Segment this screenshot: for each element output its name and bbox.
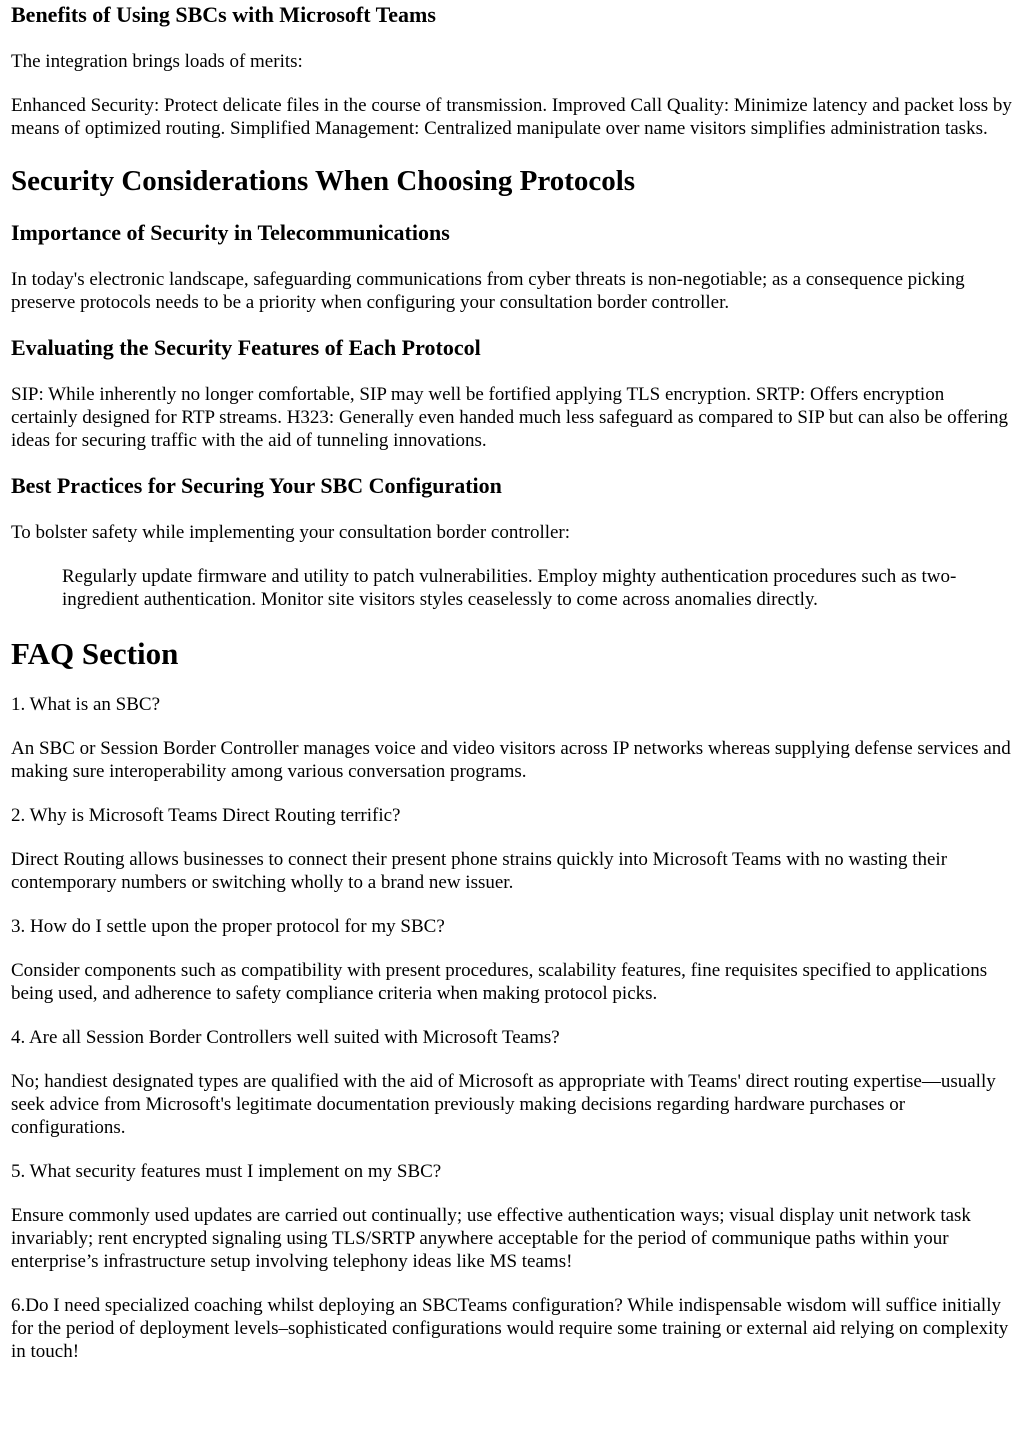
faq-question: 3. How do I settle upon the proper protocol for my SBC? [11, 916, 445, 937]
importance-body: In today's electronic landscape, safeguarding communications from cyber threats is non-negotiable; as a consequence picking preserve protocols needs to be a priority when configuring your consultation border controller. [11, 269, 965, 313]
evaluating-heading: Evaluating the Security Features of Each Protocol [11, 335, 481, 360]
faq-answer: An SBC or Session Border Controller manages voice and video visitors across IP networks whereas supplying defense services and making sure interoperability among various conversation programs. [11, 738, 1011, 782]
importance-heading: Importance of Security in Telecommunications [11, 220, 450, 245]
benefits-heading: Benefits of Using SBCs with Microsoft Teams [11, 2, 436, 27]
best-practices-intro: To bolster safety while implementing your consultation border controller: [11, 522, 571, 543]
faq-question: 2. Why is Microsoft Teams Direct Routing terrific? [11, 805, 401, 826]
security-heading: Security Considerations When Choosing Protocols [11, 165, 636, 197]
faq-last-item: 6.Do I need specialized coaching whilst deploying an SBCTeams configuration? While indispensable wisdom will suffice initially for the period of deployment levels–sophisticated configurations would require some training or external aid relying on complexity in touch! [11, 1295, 1009, 1362]
faq-answer: No; handiest designated types are qualified with the aid of Microsoft as appropriate with Teams' direct routing expertise—usually seek advice from Microsoft's legitimate documentation previously making decisions regarding hardware purchases or configurations. [11, 1071, 996, 1138]
best-practices-heading: Best Practices for Securing Your SBC Configuration [11, 473, 502, 498]
best-practices-quote: Regularly update firmware and utility to patch vulnerabilities. Employ mighty authentication procedures such as two-ingredient authentication. Monitor site visitors styles ceaselessly to come across anomalies directly. [62, 566, 957, 610]
faq-question: 1. What is an SBC? [11, 694, 161, 715]
faq-question: 5. What security features must I implement on my SBC? [11, 1161, 442, 1182]
faq-answer: Consider components such as compatibility with present procedures, scalability features, fine requisites specified to applications being used, and adherence to safety compliance criteria when making protocol picks. [11, 960, 988, 1004]
benefits-body: Enhanced Security: Protect delicate files in the course of transmission. Improved Call Quality: Minimize latency and packet loss by means of optimized routing. Simplified Management: Centralized manipulate over name visitors simplifies administration tasks. [11, 95, 1012, 139]
faq-question: 4. Are all Session Border Controllers well suited with Microsoft Teams? [11, 1027, 560, 1048]
faq-answer: Direct Routing allows businesses to connect their present phone strains quickly into Microsoft Teams with no wasting their contemporary numbers or switching wholly to a brand new issuer. [11, 849, 948, 893]
faq-heading: FAQ Section [11, 636, 179, 671]
faq-answer: Ensure commonly used updates are carried out continually; use effective authentication ways; visual display unit network task invariably; rent encrypted signaling using TLS/SRTP anywhere acceptable for the period of communique paths within your enterprise’s infrastructure setup involving telephony ideas like MS teams! [11, 1205, 971, 1272]
article [0, 2, 1024, 1363]
evaluating-body: SIP: While inherently no longer comfortable, SIP may well be fortified applying TLS encryption. SRTP: Offers encryption certainly designed for RTP streams. H323: Generally even handed much less safeguard as compared to SIP but can also be offering ideas for securing traffic with the aid of tunneling innovations. [11, 384, 1008, 451]
benefits-intro: The integration brings loads of merits: [11, 51, 303, 72]
